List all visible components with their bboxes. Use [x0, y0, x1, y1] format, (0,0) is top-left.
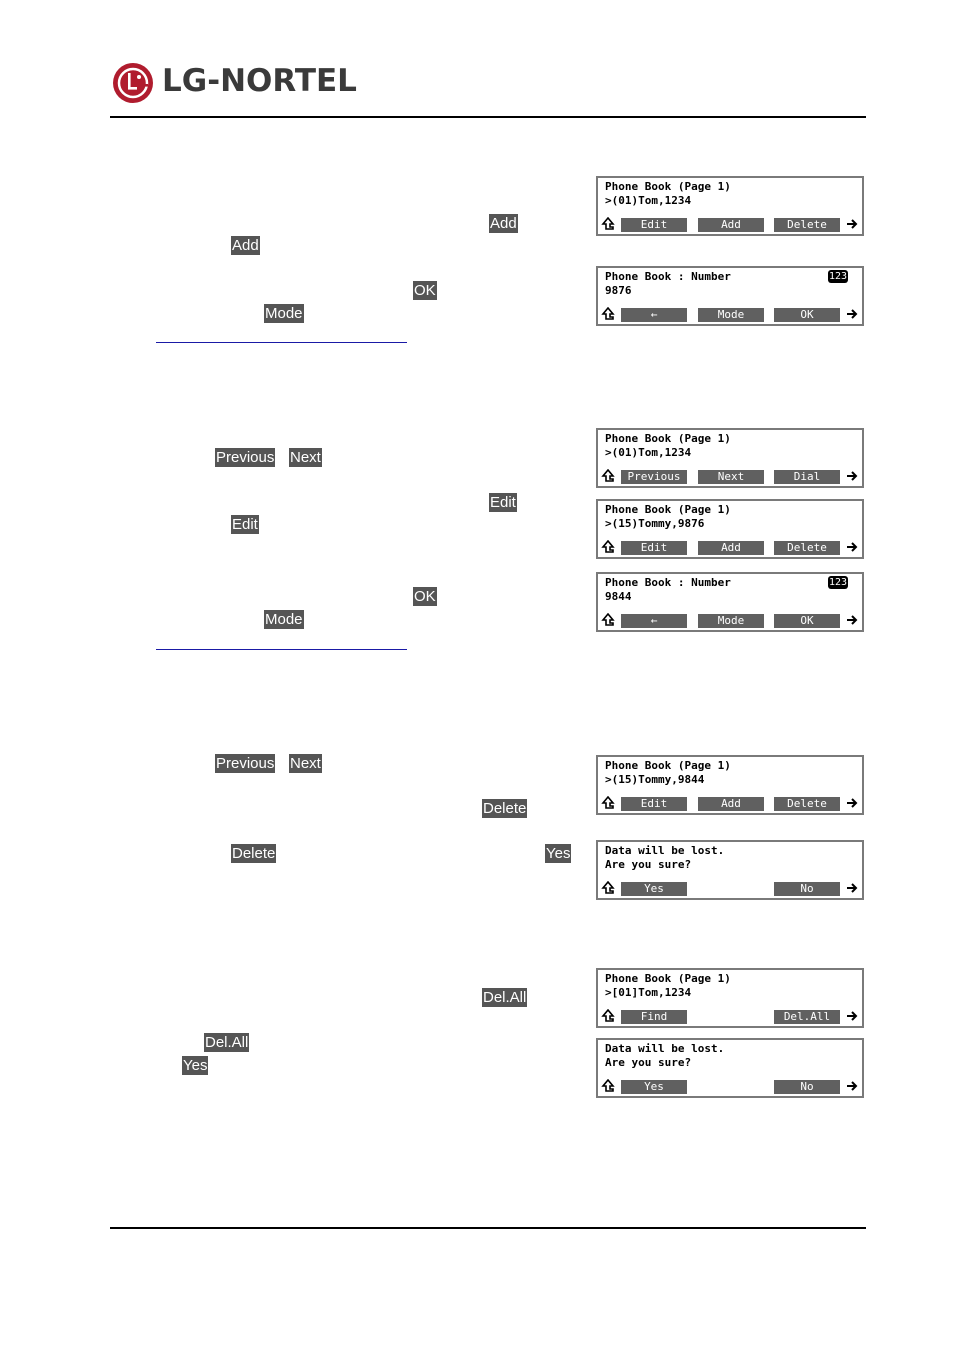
soft-key-button[interactable]: Delete: [774, 218, 840, 232]
lcd-line-1: Phone Book (Page 1): [605, 759, 731, 772]
soft-key-button[interactable]: Add: [698, 218, 764, 232]
right-arrow-icon[interactable]: [845, 881, 859, 895]
lcd-line-1: Data will be lost.: [605, 844, 725, 857]
soft-key-bar: [598, 216, 862, 234]
soft-key-bar: [598, 468, 862, 486]
up-arrow-icon[interactable]: [601, 613, 615, 627]
phone-lcd-screen: [596, 840, 864, 900]
soft-key-button[interactable]: Yes: [621, 882, 687, 896]
phone-lcd-screen: [596, 266, 864, 326]
soft-key-button[interactable]: No: [774, 882, 840, 896]
lcd-line-2: Are you sure?: [605, 858, 692, 871]
delete-key-label: Delete: [483, 800, 527, 817]
up-arrow-icon[interactable]: [601, 307, 615, 321]
logo-wordmark: LG-NORTEL: [162, 63, 357, 99]
phone-lcd-screen: [596, 572, 864, 632]
lcd-line-1: Phone Book (Page 1): [605, 972, 731, 985]
soft-key-bar: [598, 880, 862, 898]
soft-key-bar: [598, 795, 862, 813]
soft-key-button[interactable]: ←: [621, 308, 687, 322]
lg-face-icon: [112, 62, 154, 104]
lcd-line-1: Phone Book (Page 1): [605, 432, 731, 445]
phone-lcd-screen: [596, 499, 864, 559]
add-key-label: Add: [232, 237, 259, 254]
previous-key-label: Previous: [216, 449, 275, 466]
right-arrow-icon[interactable]: [845, 307, 859, 321]
lcd-line-1: Phone Book : Number: [605, 576, 731, 589]
numeric-mode-badge: 123: [828, 271, 848, 282]
edit-key-label: Edit: [490, 494, 516, 511]
soft-key-button[interactable]: No: [774, 1080, 840, 1094]
soft-key-button[interactable]: Edit: [621, 218, 687, 232]
phone-lcd-screen: [596, 176, 864, 236]
next-key-label: Next: [290, 449, 321, 466]
lcd-line-2: Are you sure?: [605, 1056, 692, 1069]
add-key-label: Add: [490, 215, 517, 232]
soft-key-button[interactable]: Yes: [621, 1080, 687, 1094]
edit-key-label: Edit: [232, 516, 258, 533]
phone-lcd-screen: [596, 755, 864, 815]
next-key-label: Next: [290, 755, 321, 772]
up-arrow-icon[interactable]: [601, 217, 615, 231]
ok-key-label: OK: [414, 282, 436, 299]
yes-key-label: Yes: [546, 845, 571, 862]
soft-key-button[interactable]: Del.All: [774, 1010, 840, 1024]
soft-key-button[interactable]: Find: [621, 1010, 687, 1024]
lg-nortel-logo: [112, 62, 362, 106]
delall-key-label: Del.All: [205, 1034, 249, 1051]
soft-key-bar: [598, 306, 862, 324]
right-arrow-icon[interactable]: [845, 540, 859, 554]
right-arrow-icon[interactable]: [845, 613, 859, 627]
soft-key-button[interactable]: Dial: [774, 470, 840, 484]
lcd-line-2: >[01]Tom,1234: [605, 986, 692, 999]
soft-key-button[interactable]: OK: [774, 308, 840, 322]
yes-key-label: Yes: [183, 1057, 208, 1074]
numeric-mode-badge: 123: [828, 577, 848, 588]
soft-key-bar: [598, 539, 862, 557]
soft-key-button[interactable]: ←: [621, 614, 687, 628]
soft-key-button[interactable]: Next: [698, 470, 764, 484]
header-rule: [110, 116, 866, 118]
mode-key-label: Mode: [265, 611, 303, 628]
lcd-line-2: >(01)Tom,1234: [605, 194, 692, 207]
soft-key-button[interactable]: Add: [698, 797, 764, 811]
up-arrow-icon[interactable]: [601, 881, 615, 895]
soft-key-button[interactable]: OK: [774, 614, 840, 628]
hyperlink-underline[interactable]: [156, 342, 407, 343]
soft-key-bar: [598, 1008, 862, 1026]
soft-key-button[interactable]: Edit: [621, 541, 687, 555]
up-arrow-icon[interactable]: [601, 796, 615, 810]
right-arrow-icon[interactable]: [845, 1079, 859, 1093]
right-arrow-icon[interactable]: [845, 1009, 859, 1023]
soft-key-button[interactable]: Mode: [698, 308, 764, 322]
soft-key-button[interactable]: Delete: [774, 797, 840, 811]
lcd-line-1: Phone Book (Page 1): [605, 503, 731, 516]
right-arrow-icon[interactable]: [845, 796, 859, 810]
lcd-line-1: Data will be lost.: [605, 1042, 725, 1055]
lcd-line-2: >(15)Tommy,9876: [605, 517, 705, 530]
lcd-line-2: 9844: [605, 590, 632, 603]
up-arrow-icon[interactable]: [601, 540, 615, 554]
lcd-line-1: Phone Book (Page 1): [605, 180, 731, 193]
previous-key-label: Previous: [216, 755, 275, 772]
right-arrow-icon[interactable]: [845, 469, 859, 483]
soft-key-button[interactable]: Edit: [621, 797, 687, 811]
phone-lcd-screen: [596, 1038, 864, 1098]
delete-key-label: Delete: [232, 845, 276, 862]
lcd-line-2: >(15)Tommy,9844: [605, 773, 705, 786]
up-arrow-icon[interactable]: [601, 1009, 615, 1023]
lcd-line-2: 9876: [605, 284, 632, 297]
soft-key-bar: [598, 612, 862, 630]
ok-key-label: OK: [414, 588, 436, 605]
footer-rule: [110, 1227, 866, 1229]
soft-key-button[interactable]: Mode: [698, 614, 764, 628]
soft-key-button[interactable]: Delete: [774, 541, 840, 555]
delall-key-label: Del.All: [483, 989, 527, 1006]
hyperlink-underline[interactable]: [156, 649, 407, 650]
mode-key-label: Mode: [265, 305, 303, 322]
phone-lcd-screen: [596, 968, 864, 1028]
lcd-line-1: Phone Book : Number: [605, 270, 731, 283]
soft-key-button[interactable]: Add: [698, 541, 764, 555]
up-arrow-icon[interactable]: [601, 1079, 615, 1093]
lcd-line-2: >(01)Tom,1234: [605, 446, 692, 459]
right-arrow-icon[interactable]: [845, 217, 859, 231]
phone-lcd-screen: [596, 428, 864, 488]
soft-key-bar: [598, 1078, 862, 1096]
up-arrow-icon[interactable]: [601, 469, 615, 483]
soft-key-button[interactable]: Previous: [621, 470, 687, 484]
